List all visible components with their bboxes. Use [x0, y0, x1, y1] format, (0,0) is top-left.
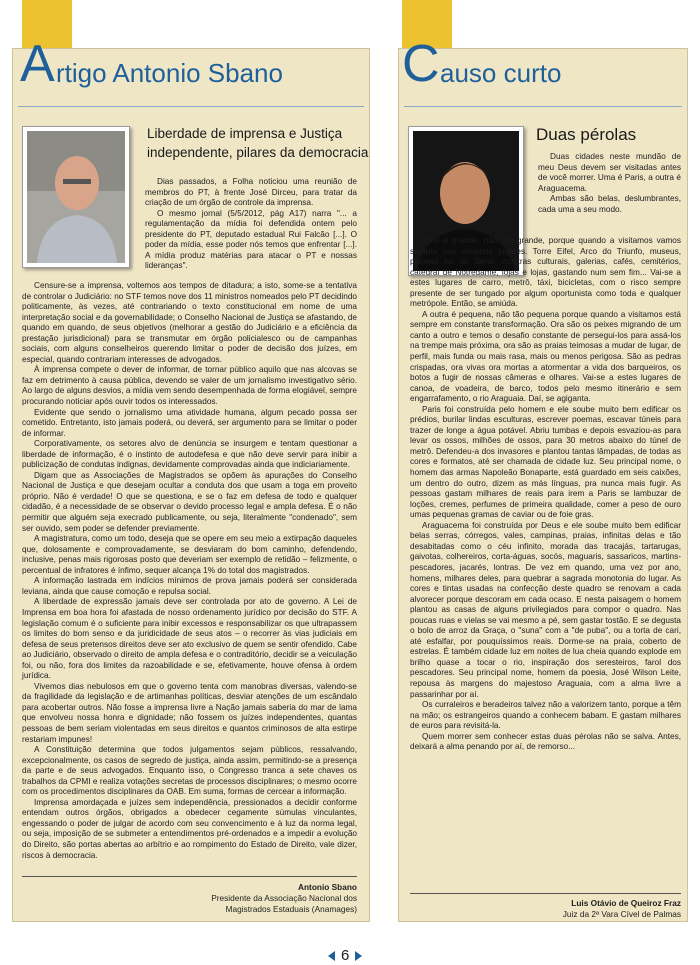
paragraph: Os curraleiros e beradeiros talvez não a valorizem tanto, porque a têm na mão; os estrangeiros quando a conhecem babam. E gastam milhares de euros para revisitá-la. [410, 700, 681, 731]
paragraph: Dias passados, a Folha noticiou uma reunião de membros do PT, à frente José Dirceu, para tratar da criação de um órgão de controle da imprensa. [145, 177, 357, 208]
article-body-right [410, 236, 681, 753]
page-number-value: 6 [341, 947, 350, 964]
paragraph: O mesmo jornal (5/5/2012, pág A17) narra "... a regulamentação da mídia foi defendida ontem pelo presidente do PT, deputado estadual Rui Falcão [...]. O poder da mídia, esse poder nós temos que enfrentar [...]. A mídia produz matérias para atacar o PT e nossas lideranças". [145, 208, 357, 271]
headline-left [147, 124, 368, 162]
author-title-left-2: Magistrados Estaduais (Anamages) [225, 904, 357, 914]
paragraph: A informação lastrada em indícios mínimos de prova jamais poderá ser considerada leviana, ainda que cause comoção e repulsa social. [22, 576, 357, 596]
section-title-right: auso curto [440, 58, 562, 88]
paragraph: Evidente que sendo o jornalismo uma atividade humana, algum pecado possa ser cometido. Entretanto, isto jamais poderá, ou deverá, ser argumento para se limitar o poder de informar. [22, 407, 357, 438]
paragraph: Imprensa amordaçada e juízes sem independência, pressionados a decidir conforme entendam outros órgãos, obrigados a obedecer cegamente súmulas vinculantes, engessando o poder de julgar de acordo com seu convencimento e à luz da norma legal, ou seja, imposição de se submeter a entendimentos pré-ordenados e a impedir a evolução do Direito, são portas abertas ao arbítrio e ao rompimento do Estado de Direito, vale dizer, riscos à democracia. [22, 797, 357, 860]
paragraph: Digam que as Associações de Magistrados se opõem às apurações do Conselho Nacional de Justiça e que desejam ocultar a conduta dos que usam a toga em proveito próprio. Não é verdade! O que se questiona, e se o faz em defesa de todo e qualquer cidadão, é a necessidade de se observar o devido processo legal e ampla defesa. É o não permitir que alguém seja execrado publicamente, ou seja, literalmente "condenado", sem ser ouvido, sem poder se defender previamente. [22, 470, 357, 533]
paragraph: Uma é grande, não tão grande, porque quando a visitamos vamos sempre aos mesmos lugares. Torre Eifel, Arco do Triunfo, museus, passeio no rio Sena, mostras culturais, galerias, cafés, cemitérios, catedral de Notredame, lojas e lojas, gastando num sem fim... Vai-se a estes lugares de carro, metrô, táxi, bicicletas, com o risco sempre presente de ser tungado por algum oportunista como toda e qualquer metrópole. Então, se amiúda. [410, 236, 681, 309]
article-body-right-top [538, 152, 681, 215]
signature-rule-right [410, 893, 681, 894]
author-title-left-1: Presidente da Associação Nacional dos [211, 893, 357, 903]
paragraph: A magistratura, como um todo, deseja que se opere em seu meio a extirpação daqueles que, dolosamente e comprovadamente, se desviaram do bom caminho, defendendo, inclusive, penas mais rigorosas posto que deveriam ser exemplo de retidão – felizmente, o percentual de infratores é ínfimo, sequer alcança 1% do total dos magistrados. [22, 534, 357, 575]
section-title-left: rtigo Antonio Sbano [56, 58, 283, 88]
drop-cap-left: A [20, 35, 55, 93]
paragraph: À imprensa compete o dever de informar, de tornar público aquilo que nas alcovas se faz em detrimento à causa pública, devendo se valer de um jornalismo investigativo sério. Ao largo de alguns desvios, a mídia vem sendo desempenhada de forma elogiável, sempre procurando noticiar após ouvir todos os interessados. [22, 365, 357, 407]
paragraph: Ambas são belas, deslumbrantes, cada uma a seu modo. [538, 194, 681, 214]
author-photo-left [22, 126, 130, 268]
paragraph: Quem morrer sem conhecer estas duas pérolas não se salva. Antes, deixará a alma penando por aí, de remorso... [410, 731, 681, 752]
signature-right [410, 898, 681, 920]
signature-left [120, 882, 357, 915]
author-name-left: Antonio Sbano [298, 882, 357, 892]
paragraph: A liberdade de expressão jamais deve ser controlada por ato de governo. A Lei de Imprensa em boa hora foi afastada de nosso ordenamento jurídico por decisão do STF. A legislação comum é o suficiente para inibir excessos e responsabilizar os que ultrapassem os limites do bom senso e da juridicidade de seus atos – o recorrer às vias judiciais em defesa de seus pretensos direitos deve ser ato exclusivo de quem se sentir ofendido. Cabe ao Judiciário, observado o direito de ampla defesa e o contraditório, decidir se a veiculação foi, ou não, fora dos limites da razoabilidade e se, efetivamente, houve ofensa à ordem jurídica. [22, 597, 357, 681]
article-body-left-top [145, 177, 357, 272]
prev-page-icon[interactable] [328, 951, 335, 961]
paragraph: Duas cidades neste mundão de meu Deus devem ser visitadas antes de você morrer. Uma é Paris, a outra é Araguacema. [538, 152, 681, 193]
drop-cap-right: C [402, 35, 440, 93]
paragraph: Corporativamente, os setores alvo de denúncia se insurgem e tentam questionar a liberdade de informação, é o instinto de autodefesa e que não deve servir para inibir a publicização de condutas indignas, devidamente comprovadas ainda que indiciariamente. [22, 439, 357, 470]
headline-left-line1: Liberdade de imprensa e Justiça [147, 126, 343, 141]
headline-right: Duas pérolas [536, 125, 637, 144]
next-page-icon[interactable] [355, 951, 362, 961]
author-name-right: Luis Otávio de Queiroz Fraz [571, 898, 681, 908]
page-number [328, 947, 362, 964]
paragraph: Censure-se a imprensa, voltemos aos tempos de ditadura; a isto, some-se a tentativa de controlar o Judiciário: no STF temos nove dos 11 ministros nomeados pelo PT decidindo politicamente, às vezes, até contrariando o texto constitucional em nome de uma interpretação social e da governabilidade; o Conselho Nacional de Justiça se afastando, de quando em quando, de seus objetivos (melhorar a gestão do Judiciário e a eficiência da prestação jurisdicional) para se transmutar em órgão policialesco ou de campanhas sociais, com alguns conselheiros querendo limitar o poder de decisão dos juízes, em especial, quando contrariam interesses de advogados. [22, 281, 357, 364]
paragraph: Paris foi construída pelo homem e ele soube muito bem edificar os prédios, burilar lindas esculturas, escrever poemas, escavar túneis para trazer de longe a água potável. Abriu tumbas e depois esvaziou-as para levar os ossos, milhões de ossos, para 30 metros abaixo do túnel de metrô. Defendeu-a dos invasores e plantou tantas lâmpadas, de todas as cores e formatos, até ser chamada de cidade luz. Seu principal nome, o homem das armas Napoleão Bonaparte, está guardado em seis caixões, um dentro do outro, dizem as más línguas, pra nunca mais fugir. As pessoas gastam milhares de reais para irem a Paris se lambuzar de loções, cremes, perfumes de primeira qualidade, comer a peso de ouro umas pequenas gramas de caviar ou de foie gras. [410, 404, 681, 520]
paragraph: A Constituição determina que todos julgamentos sejam públicos, ressalvando, excepcionalmente, os casos de segredo de justiça, ainda assim, permitindo-se a presença da parte e de seus advogados. Enquanto isso, o Congresso tranca a sete chaves os trabalhos da CPMI e realiza votações secretas de processos disciplinares; o mesmo ocorre com os procedimentos disciplinares da OAB. Em suma, formas de cercear a informação. [22, 745, 357, 797]
section-rule-right [404, 106, 682, 107]
paragraph: Araguacema foi construída por Deus e ele soube muito bem edificar belas serras, córregos, vales, campinas, praias, infinitas delas e tão desabitadas como o céu infinito, morada das tracajás, tartarugas, gaivotas, colhereiros, corta-águas, socós, maguaris, sassaricos, martins-pescadores, jacarés, lontras. De vez em quando, uma vez por ano, homens, milhares deles, para quebrar a sagrada monotonia do lugar. As cores e tintas usadas na confecção deste quadro se renovam a cada alvorecer porque descoram em cada ocaso. E nesta paisagem o homem plantou as casas de alguns privilegiados para compor o quadro. Nas poucas ruas e vielas se vai mesmo a pé, sem gastar tostão. E se degusta o bolo de arroz da Graça, o "suna" com a "de puba", ou a torta de cari, até esfalfar, por pouquíssimos reais. Dorme-se na praia, coberto de estrelas. É também cidade luz em noites de lua cheia quando explode em brilho quase a tocar o rio, inspiração dos seresteiros, farol dos pescadores. Seu principal nome, homem da poesia, José Wilson Leite, repousa às margens do majestoso Araguaia, com a alma livre a passarinhar por aí. [410, 520, 681, 699]
paragraph: A outra é pequena, não tão pequena porque quando a visitamos está sempre em constante transformação. Ora são os peixes migrando de um canto a outro e temos o desafio constante de persegui-los para assá-los na trempe mais próxima, ora são as praias teimosas a mudar de lugar, de perfil, mais funda ou mais rasa, mais ou menos perigosa. São as pedras crispadas, ora vivas ora mortas a atormentar a vida dos barqueiros, os botos a fugir de nossas câmeras e olhares. Vai-se a estes lugares de canoa, de voadeira, de barco, todos pelo mesmo itinerário e sem engarrafamento, o rio Araguaia. Daí, se agiganta. [410, 309, 681, 404]
paragraph: Vivemos dias nebulosos em que o governo tenta com manobras diversas, valendo-se da fragilidade da legislação e de artimanhas políticas, desviar atenções de um escândalo para acobertar outros. Não fosse a imprensa livre a Nação jamais saberia do mar de lama que envolveu nossa honra e dignidade; não fossem os juízes independentes, quantas pessoas de bem seriam violentadas em seus direitos e quantos criminosos de alta estirpe restariam impunes! [22, 681, 357, 744]
signature-rule-left [22, 876, 357, 877]
section-rule-left [18, 106, 364, 107]
article-body-left [22, 281, 357, 861]
headline-left-line2: independente, pilares da democracia [147, 145, 369, 160]
author-title-right: Juiz da 2ª Vara Cível de Palmas [562, 909, 681, 919]
portrait-image [27, 131, 125, 263]
